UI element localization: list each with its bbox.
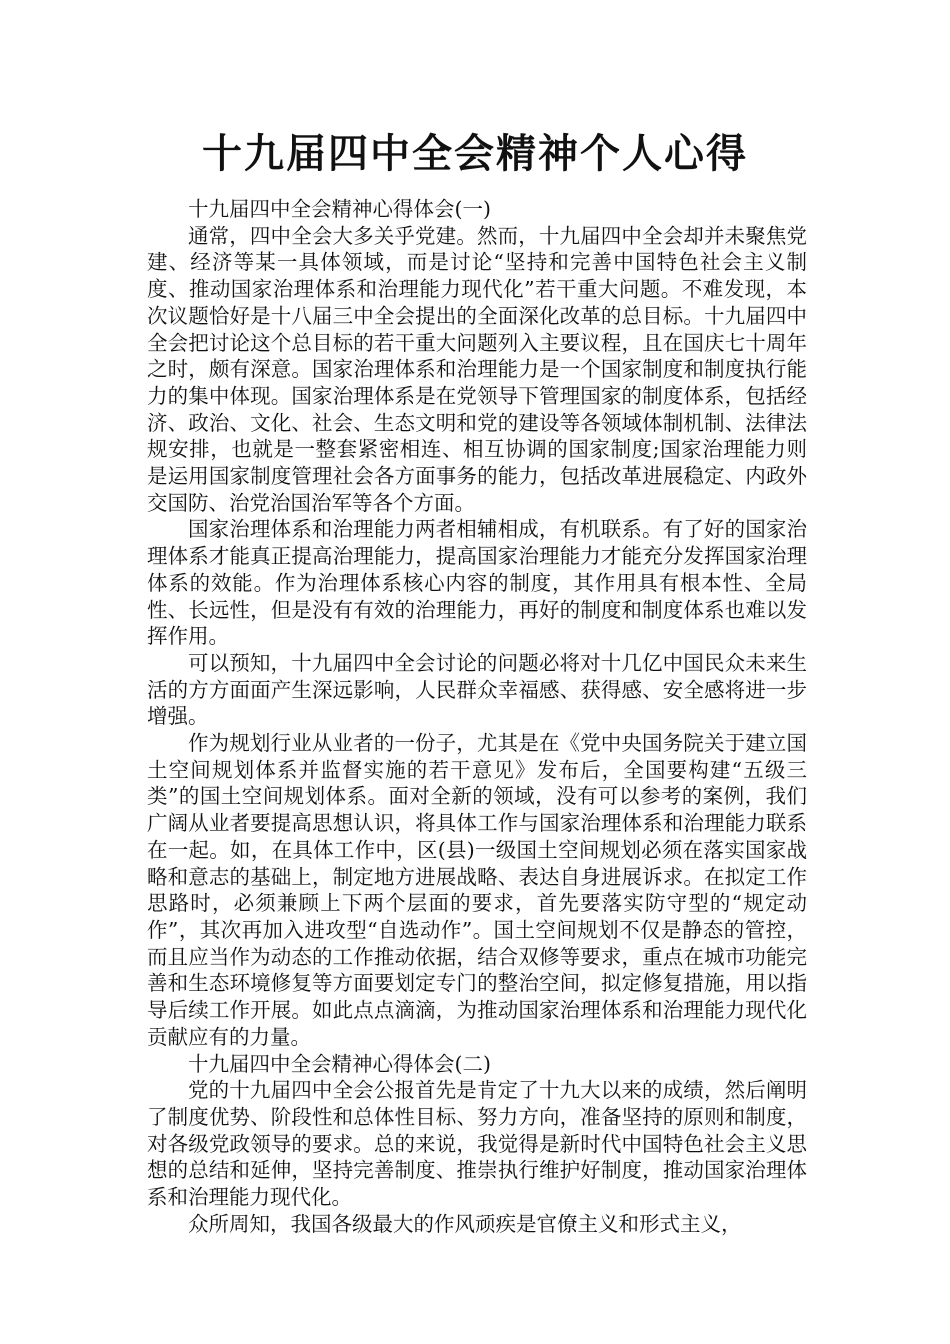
document-body [147,196,807,1237]
paragraph: 通常，四中全会大多关乎党建。然而，十九届四中全会却并未聚焦党建、经济等某一具体领域，而是讨论“坚持和完善中国特色社会主义制度、推动国家治理体系和治理能力现代化”若干重大问题。不难发现，本次议题恰好是十八届三中全会提出的全面深化改革的总目标。十九届四中全会把讨论这个总目标的若干重大问题列入主要议程，且在国庆七十周年之时，颇有深意。国家治理体系和治理能力是一个国家制度和制度执行能力的集中体现。国家治理体系是在党领导下管理国家的制度体系，包括经济、政治、文化、社会、生态文明和党的建设等各领域体制机制、法律法规安排，也就是一整套紧密相连、相互协调的国家制度;国家治理能力则是运用国家制度管理社会各方面事务的能力，包括改革进展稳定、内政外交国防、治党治国治军等各个方面。 [147,223,807,515]
paragraph: 国家治理体系和治理能力两者相辅相成，有机联系。有了好的国家治理体系才能真正提高治理能力，提高国家治理能力才能充分发挥国家治理体系的效能。作为治理体系核心内容的制度，其作用具有根本性、全局性、长远性，但是没有有效的治理能力，再好的制度和制度体系也难以发挥作用。 [147,517,807,649]
document-title: 十九届四中全会精神个人心得 [202,131,748,177]
section-heading-1: 十九届四中全会精神心得体会(一) [188,197,491,221]
paragraph: 党的十九届四中全会公报首先是肯定了十九大以来的成绩，然后阐明了制度优势、阶段性和总体性目标、努力方向，准备坚持的原则和制度，对各级党政领导的要求。总的来说，我觉得是新时代中国特色社会主义思想的总结和延伸，坚持完善制度、推崇执行维护好制度，推动国家治理体系和治理能力现代化。 [147,1078,807,1210]
paragraph: 作为规划行业从业者的一份子，尤其是在《党中央国务院关于建立国土空间规划体系并监督实施的若干意见》发布后，全国要构建“五级三类”的国土空间规划体系。面对全新的领域，没有可以参考的案例，我们广阔从业者要提高思想认识，将具体工作与国家治理体系和治理能力联系在一起。如，在具体工作中，区(县)一级国土空间规划必须在落实国家战略和意志的基础上，制定地方进展战略、表达自身进展诉求。在拟定工作思路时，必须兼顾上下两个层面的要求，首先要落实防守型的“规定动作”，其次再加入进攻型“自选动作”。国土空间规划不仅是静态的管控，而且应当作为动态的工作推动依据，结合双修等要求，重点在城市功能完善和生态环境修复等方面要划定专门的整治空间，拟定修复措施，用以指导后续工作开展。如此点点滴滴，为推动国家治理体系和治理能力现代化贡献应有的力量。 [147,731,807,1049]
paragraph: 众所周知，我国各级最大的作风顽疾是官僚主义和形式主义， [188,1211,742,1236]
paragraph: 可以预知，十九届四中全会讨论的问题必将对十几亿中国民众未来生活的方方面面产生深远影响，人民群众幸福感、获得感、安全感将进一步增强。 [147,650,807,729]
section-heading-2: 十九届四中全会精神心得体会(二) [188,1051,491,1076]
